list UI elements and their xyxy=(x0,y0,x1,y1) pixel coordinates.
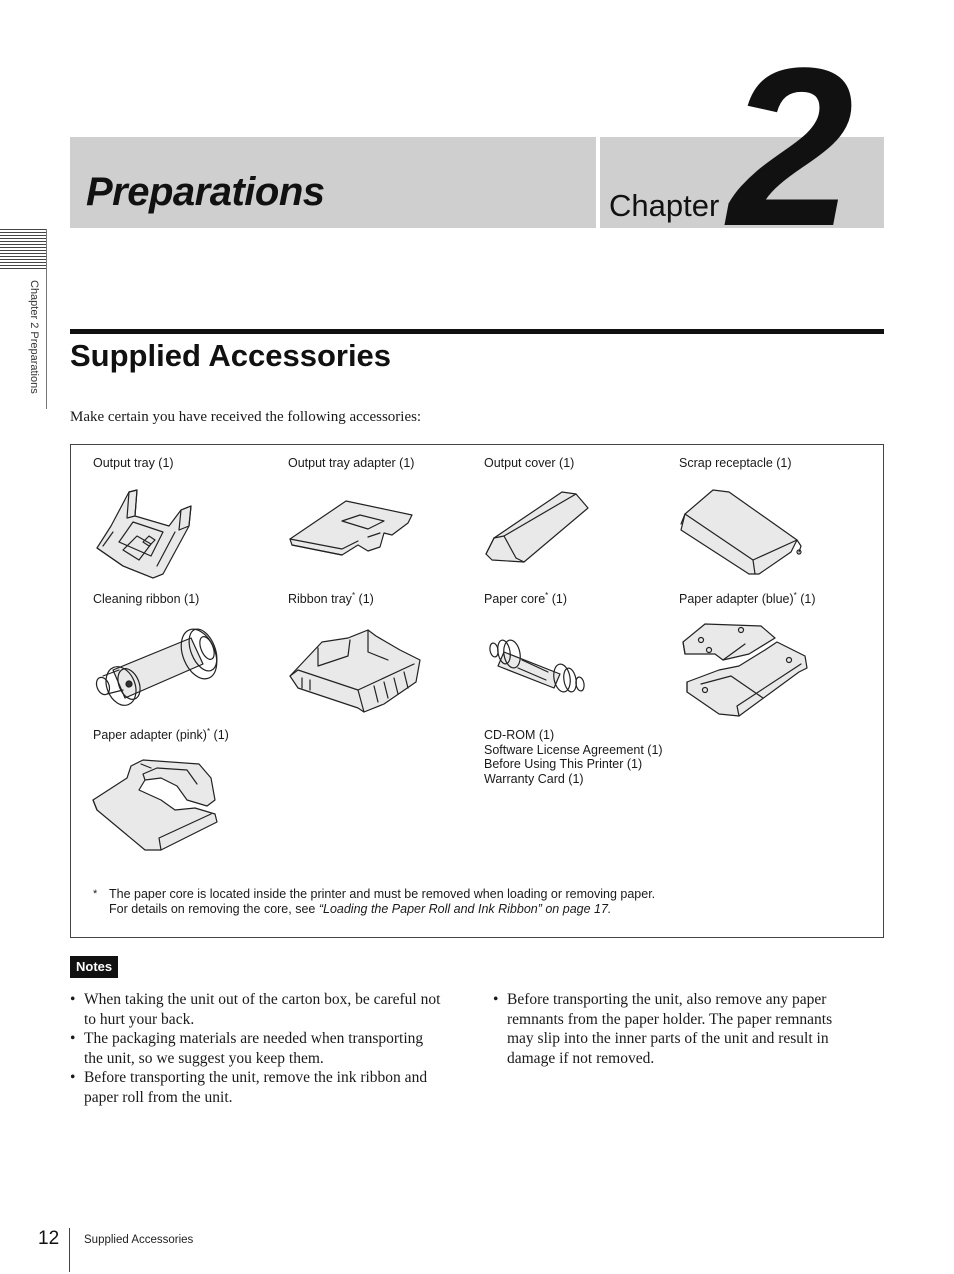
footnote-line-2: For details on removing the core, see “Loading the Paper Roll and Ink Ribbon” on page 17. xyxy=(109,902,612,916)
note-bullet: • xyxy=(70,1030,76,1047)
side-tab-text: Chapter 2 Preparations xyxy=(28,280,40,394)
cleaning-ribbon-icon xyxy=(91,624,227,708)
section-title: Supplied Accessories xyxy=(70,338,392,373)
note-item: • The packaging materials are needed when transporting the unit, so we suggest you keep them. xyxy=(70,1030,424,1067)
asterisk-ribbon-tray: * xyxy=(351,591,356,600)
output-cover-icon xyxy=(484,488,590,564)
footnote-line-1: The paper core is located inside the printer and must be removed when loading or removing paper. xyxy=(109,887,656,901)
chapter-number: 2 xyxy=(728,20,848,273)
intro-text: Make certain you have received the following accessories: xyxy=(70,409,422,425)
footnote-page-reference: “Loading the Paper Roll and Ink Ribbon” on page 17. xyxy=(318,902,612,916)
output-tray-adapter-icon xyxy=(288,497,416,557)
paper-core-icon xyxy=(482,632,588,696)
accessory-label-scrap-receptacle: Scrap receptacle (1) xyxy=(679,456,792,470)
notes-label: Notes xyxy=(70,956,118,978)
media-list-item: Before Using This Printer (1) xyxy=(484,757,643,771)
asterisk-paper-adapter-pink: * xyxy=(206,727,211,736)
note-item: • Before transporting the unit, also remove any paper remnants from the paper holder. The paper remnants may slip into the inner parts of the unit and result in damage if not removed. xyxy=(493,991,833,1067)
paper-adapter-blue-icon xyxy=(679,620,813,720)
footer-rule xyxy=(69,1228,70,1272)
paper-adapter-pink-icon xyxy=(91,756,225,856)
footer-section-name: Supplied Accessories xyxy=(84,1234,194,1246)
section-rule xyxy=(70,329,884,334)
note-bullet: • xyxy=(493,991,499,1008)
footnote-mark: * xyxy=(93,888,98,900)
accessory-label-output-tray-adapter: Output tray adapter (1) xyxy=(288,456,415,470)
accessory-label-paper-adapter-pink: Paper adapter (pink)* (1) xyxy=(93,727,229,742)
accessory-label-cleaning-ribbon: Cleaning ribbon (1) xyxy=(93,592,200,606)
media-list-item: Warranty Card (1) xyxy=(484,772,584,786)
accessory-label-output-tray: Output tray (1) xyxy=(93,456,174,470)
scrap-receptacle-icon xyxy=(679,488,805,578)
media-list-item: CD-ROM (1) xyxy=(484,728,555,742)
accessory-label-output-cover: Output cover (1) xyxy=(484,456,575,470)
chapter-word: Chapter xyxy=(609,188,720,223)
chapter-title: Preparations xyxy=(86,170,325,214)
asterisk-paper-adapter-blue: * xyxy=(793,591,797,600)
asterisk-paper-core: * xyxy=(545,591,549,600)
accessory-label-paper-adapter-blue: Paper adapter (blue)* (1) xyxy=(679,591,816,606)
note-bullet: • xyxy=(70,1069,76,1086)
output-tray-icon xyxy=(93,486,201,582)
media-list-item: Software License Agreement (1) xyxy=(484,743,663,757)
ribbon-tray-icon xyxy=(288,626,422,714)
note-item: • When taking the unit out of the carton box, be careful not to hurt your back. xyxy=(70,991,441,1028)
note-item: • Before transporting the unit, remove the ink ribbon and paper roll from the unit. xyxy=(70,1069,428,1106)
note-bullet: • xyxy=(70,991,76,1008)
side-tab-stripes xyxy=(0,229,47,271)
accessory-label-ribbon-tray: Ribbon tray* (1) xyxy=(288,591,374,606)
side-tab-line xyxy=(46,229,47,409)
accessory-label-paper-core: Paper core* (1) xyxy=(484,591,568,606)
page-number: 12 xyxy=(38,1228,60,1249)
